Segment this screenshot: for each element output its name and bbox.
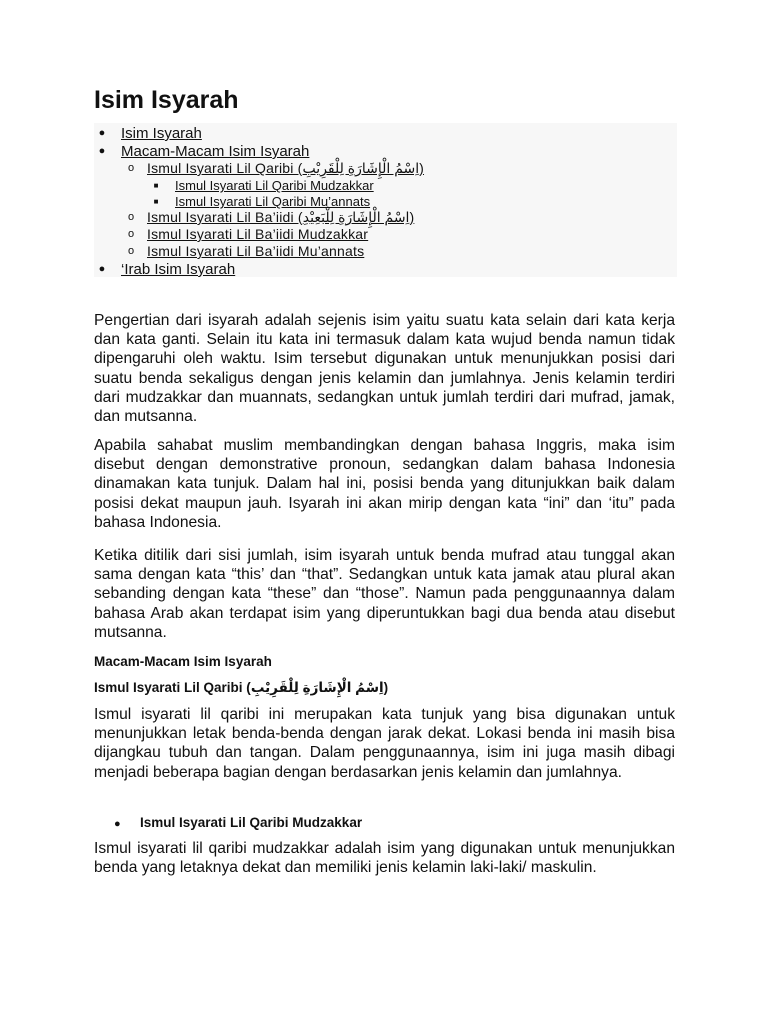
subsection-heading: Ismul Isyarati Lil Qaribi (اِسْمُ الْإِشَارَةِ لِلْقَرِيْبِ) [94,680,389,695]
toc-link[interactable]: Ismul Isyarati Lil Ba’iidi (اِسْمُ الْإِشَارَةِ لِلْبَعِيْدِ) [147,209,415,225]
table-of-contents [94,123,677,277]
bullet-icon: ● [98,127,106,139]
subheading-text: Ismul Isyarati Lil Qaribi Mudzakkar [140,815,363,830]
bullet-icon: ● [114,818,121,830]
toc-link[interactable]: Ismul Isyarati Lil Qaribi Mu’annats [175,194,371,209]
section-heading: Macam-Macam Isim Isyarah [94,654,272,669]
paragraph-mudzakkar: Ismul isyarati lil qaribi mudzakkar adalah isim yang digunakan untuk menunjukkan benda yang letaknya dekat dan memiliki jenis kelamin laki-laki/ maskulin. [94,840,675,877]
toc-link[interactable]: Isim Isyarah [121,125,202,142]
page-title: Isim Isyarah [94,86,239,114]
paragraph-comparison: Apabila sahabat muslim membandingkan dengan bahasa Inggris, maka isim disebut dengan demonstrative pronoun, sedangkan dalam bahasa Indonesia dinamakan kata tunjuk. Dalam hal ini, posisi benda yang ditunjukkan baik dalam posisi dekat maupun jauh. Isyarah ini akan mirip dengan kata “ini” dan ‘itu” pada bahasa Indonesia. [94,437,675,531]
square-bullet-icon: ■ [153,181,159,190]
paragraph-qaribi: Ismul isyarati lil qaribi ini merupakan kata tunjuk yang bisa digunakan untuk menunjukkan letak benda-benda dengan jarak dekat. Lokasi benda ini masih bisa dijangkau tubuh dan tangan. Dalam penggunaannya, isim ini juga masih dibagi menjadi beberapa bagian dengan berdasarkan jenis kelamin dan jumlahnya. [94,706,675,781]
bullet-icon: ● [98,263,106,275]
toc-link[interactable]: Macam-Macam Isim Isyarah [121,143,310,160]
circle-bullet-icon: o [127,245,135,257]
bullet-subheading [114,815,362,830]
toc-link[interactable]: Ismul Isyarati Lil Ba’iidi Mudzakkar [147,226,369,242]
toc-link[interactable]: Ismul Isyarati Lil Qaribi (اِسْمُ الْإِشَارَةِ لِلْقَرِيْبِ) [147,160,425,176]
circle-bullet-icon: o [127,211,135,223]
toc-link[interactable]: ‘Irab Isim Isyarah [121,261,236,278]
bullet-icon: ● [98,145,106,157]
circle-bullet-icon: o [127,162,135,174]
square-bullet-icon: ■ [153,197,159,206]
toc-link[interactable]: Ismul Isyarati Lil Ba’iidi Mu’annats [147,243,365,259]
toc-link[interactable]: Ismul Isyarati Lil Qaribi Mudzakkar [175,178,374,193]
paragraph-definition: Pengertian dari isyarah adalah sejenis isim yaitu suatu kata selain dari kata kerja dan kata ganti. Selain itu kata ini termasuk dalam kata wujud benda namun tidak dipengaruhi oleh waktu. Isim tersebut digunakan untuk menunjukkan posisi dari suatu benda sekaligus dengan jenis kelamin dan jumlahnya. Jenis kelamin terdiri dari mudzakkar dan muannats, sedangkan untuk jumlah terdiri dari mufrad, jamak, dan mutsanna. [94,312,675,426]
paragraph-quantity: Ketika ditilik dari sisi jumlah, isim isyarah untuk benda mufrad atau tunggal akan sama dengan kata “this’ dan “that”. Sedangkan untuk kata jamak atau plural akan sebanding dengan kata “these” dan “those”. Namun pada penggunaannya dalam bahasa Arab akan terdapat isim yang diperuntukkan bagi dua benda atau disebut mutsanna. [94,547,675,641]
circle-bullet-icon: o [127,228,135,240]
